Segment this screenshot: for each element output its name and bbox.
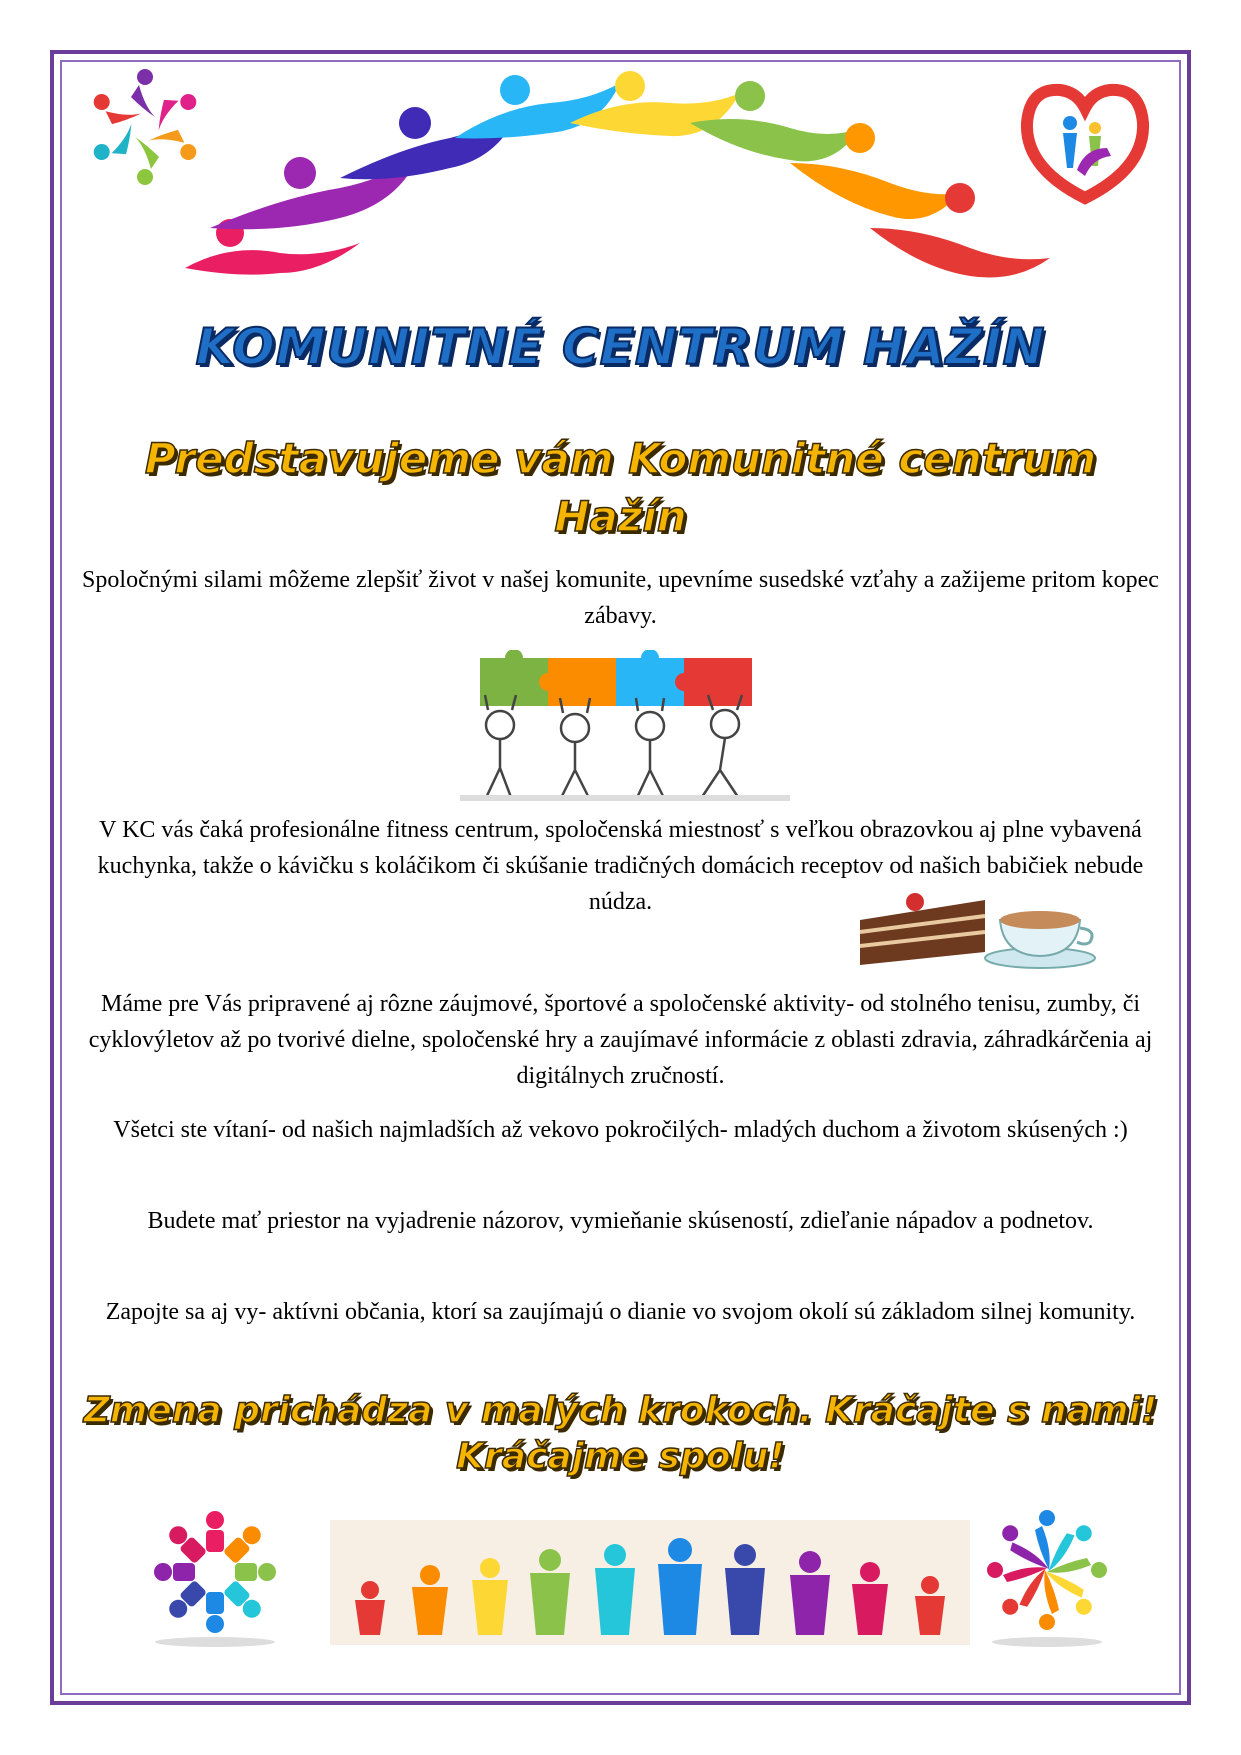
puzzle-people-illustration — [450, 650, 800, 805]
subtitle-line-1: Predstavujeme vám Komunitné centrum — [144, 434, 1097, 483]
engagement-paragraph: Zapojte sa aj vy- aktívni občania, ktorí sa zaujímajú o dianie vo svojom okolí sú základom silnej komunity. — [105, 1299, 1136, 1325]
facilities-paragraph: V KC vás čaká profesionálne fitness centrum, spoločenská miestnosť s veľkou obrazovkou aj plne vybavená kuchynka, takže o kávičku s koláčikom či skúšanie tradičných domácich receptov od našich babičiek nebude núdza. — [97, 817, 1144, 915]
cake-coffee-icon — [855, 880, 1100, 970]
activities-paragraph: Máme pre Vás pripravené aj rôzne záujmové, športové a spoločenské aktivity- od stolného tenisu, zumby, či cyklovýletov až po tvorivé dielne, spoločenské hry a zaujímavé informácie z oblasti zdravia, záhradkárčenia aj digitálnych zručností. — [88, 991, 1153, 1089]
hands-family-heart-icon — [1015, 78, 1155, 208]
opinions-paragraph: Budete mať priestor na vyjadrenie názorov, vymieňanie skúseností, zdieľanie nápadov a podnetov. — [147, 1208, 1094, 1234]
dancing-people-banner — [330, 1520, 970, 1645]
subtitle-line-2: Hažín — [554, 492, 687, 541]
slogan — [80, 1388, 1161, 1480]
people-ring-icon — [140, 1500, 290, 1650]
intro-paragraph: Spoločnými silami môžeme zlepšiť život v našej komunite, upevníme susedské vzťahy a zažijeme pritom kopec zábavy. — [82, 567, 1159, 629]
people-arc-illustration — [170, 68, 1070, 283]
page-title: KOMUNITNÉ CENTRUM HAŽÍN — [195, 318, 1046, 376]
slogan-line-2: Kráčajme spolu! — [456, 1436, 785, 1477]
slogan-line-1: Zmena prichádza v malých krokoch. Kráčajte s nami! — [83, 1390, 1158, 1431]
people-swirl-icon — [975, 1500, 1120, 1650]
page-subtitle — [90, 430, 1151, 546]
welcome-paragraph: Všetci ste vítaní- od našich najmladších až vekovo pokročilých- mladých duchom a životom skúsených :) — [113, 1117, 1128, 1143]
